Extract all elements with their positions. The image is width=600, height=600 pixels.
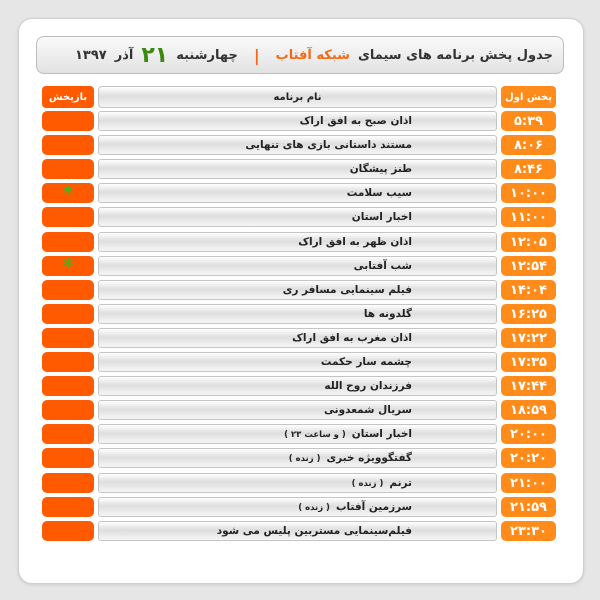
header-month: آذر [114,47,134,63]
table-row [0,521,600,541]
air-time-cell: ۱۱:۰۰ [501,207,556,227]
air-time-cell: ۲۰:۲۰ [501,448,556,468]
program-name: سرزمین آفتاب [335,501,412,513]
table-row [0,135,600,155]
table-row [0,232,600,252]
column-header-name: نام برنامه [98,86,497,108]
program-name-cell [98,521,497,541]
channel-name: شبکه آفتاب [275,47,350,63]
rerun-cell [42,232,94,252]
program-name: سریال شمعدونی [324,404,412,416]
program-name: طنز پیشگان [349,163,412,175]
rerun-cell [42,400,94,420]
air-time-cell: ۱۷:۲۲ [501,328,556,348]
column-header-time: پخش اول [501,86,556,108]
program-name-cell [98,424,497,444]
rerun-cell [42,159,94,179]
program-name-cell [98,159,497,179]
program-name: اخبار استان [351,428,412,440]
air-time-cell: ۲۱:۵۹ [501,497,556,517]
rerun-cell [42,304,94,324]
table-row [0,207,600,227]
program-note: ( زنده ) [288,454,321,464]
air-time-cell: ۱۰:۰۰ [501,183,556,203]
air-time-cell: ۵:۳۹ [501,111,556,131]
rerun-cell [42,448,94,468]
program-name-cell [98,497,497,517]
air-time-cell: ۱۶:۲۵ [501,304,556,324]
header-year: ۱۳۹۷ [74,47,107,63]
rerun-cell [42,280,94,300]
air-time-cell: ۲۰:۰۰ [501,424,556,444]
program-note: ( زنده ) [298,503,330,513]
program-name: شب آفتابی [353,260,412,272]
rerun-marker: * [62,254,74,278]
program-name-cell [98,256,497,276]
air-time-cell: ۲۱:۰۰ [501,473,556,493]
rerun-cell [42,473,94,493]
table-row [0,424,600,444]
table-row [0,497,600,517]
table-row [0,304,600,324]
table-row [0,111,600,131]
rerun-cell [42,183,94,203]
program-name: فیلم‌سینمایی مستربین پلیس می شود [216,525,412,537]
air-time-cell: ۱۷:۳۵ [501,352,556,372]
air-time-cell: ۸:۴۶ [501,159,556,179]
rerun-cell [42,521,94,541]
table-row [0,448,600,468]
header-separator: | [253,45,260,65]
header-title: جدول پخش برنامه های سیمای [357,47,553,63]
rerun-cell [42,352,94,372]
program-name-cell [98,135,497,155]
program-name: گفتگوویژه خبری [326,452,412,464]
program-name-cell [98,280,497,300]
rerun-cell [42,135,94,155]
program-note: ( زنده ) [351,479,384,489]
air-time-cell: ۱۲:۵۴ [501,256,556,276]
table-row [0,352,600,372]
air-time-cell: ۱۲:۰۵ [501,232,556,252]
program-name: اخبار استان [351,211,412,223]
program-name: اذان ظهر به افق اراک [298,236,412,248]
table-row [0,280,600,300]
air-time-cell: ۲۳:۳۰ [501,521,556,541]
rerun-cell [42,111,94,131]
rerun-marker: * [62,181,74,205]
rerun-cell [42,256,94,276]
program-name: اذان صبح به افق اراک [299,115,412,127]
program-name-cell [98,183,497,203]
schedule-header [36,36,564,74]
rerun-cell [42,376,94,396]
program-name-cell [98,207,497,227]
program-name-cell [98,448,497,468]
table-row [0,183,600,203]
program-name-cell [98,304,497,324]
table-row [0,376,600,396]
program-name: سیب سلامت [346,187,412,199]
program-name: ترنم [389,477,412,489]
program-name-cell [98,352,497,372]
column-header-rerun: بازپخش [42,86,94,108]
table-row [0,256,600,276]
program-name: اذان مغرب به افق اراک [292,332,412,344]
program-name-cell [98,400,497,420]
program-name: گلدونه ها [363,308,412,320]
table-row [0,159,600,179]
program-name: چشمه سار حکمت [320,356,412,368]
rerun-cell [42,207,94,227]
program-name: مستند داستانی بازی های تنهایی [245,139,412,151]
rerun-cell [42,328,94,348]
rerun-cell [42,424,94,444]
program-name-cell [98,376,497,396]
program-note: ( و ساعت ۲۳ ) [284,430,346,440]
program-name-cell [98,473,497,493]
program-name-cell [98,111,497,131]
air-time-cell: ۸:۰۶ [501,135,556,155]
header-day: ۲۱ [141,42,169,68]
air-time-cell: ۱۴:۰۴ [501,280,556,300]
table-row [0,328,600,348]
program-name-cell [98,328,497,348]
rerun-cell [42,497,94,517]
table-row [0,400,600,420]
program-name: فیلم سینمایی مسافر ری [282,284,412,296]
header-weekday: چهارشنبه [176,47,238,63]
program-name: فرزندان روح الله [324,380,412,392]
air-time-cell: ۱۸:۵۹ [501,400,556,420]
air-time-cell: ۱۷:۴۴ [501,376,556,396]
program-name-cell [98,232,497,252]
table-row [0,473,600,493]
